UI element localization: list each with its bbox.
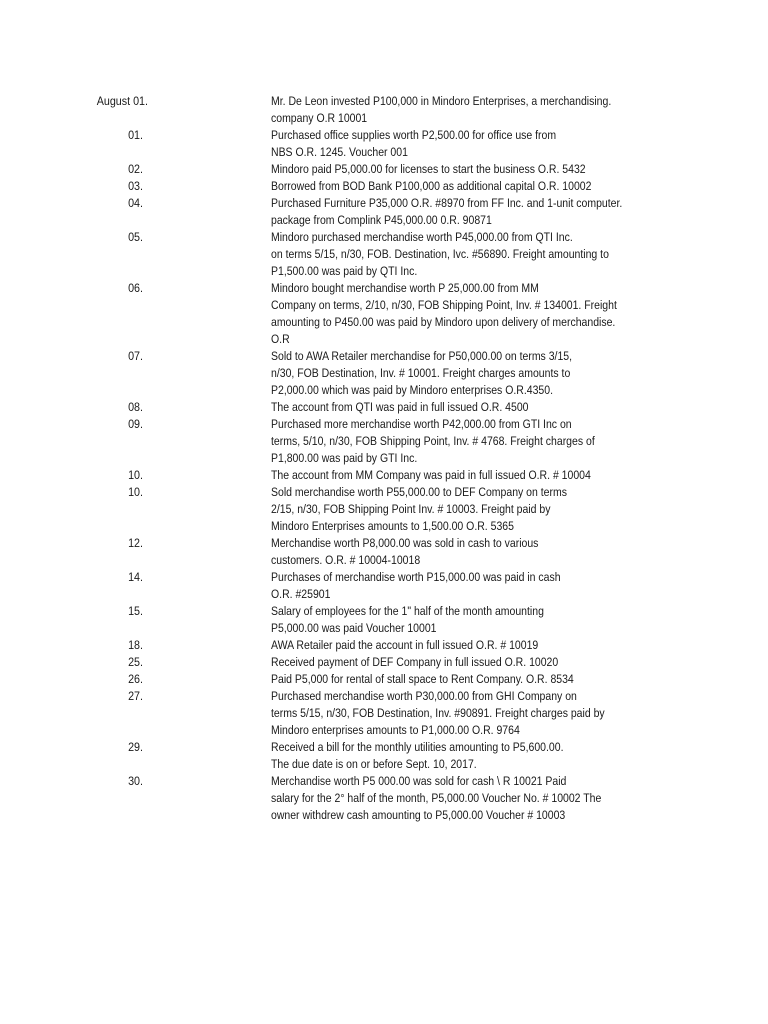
description-line: Purchased office supplies worth P2,500.00 for office use from: [271, 128, 557, 142]
transaction-description: [271, 416, 741, 467]
transaction-entry: [0, 637, 768, 654]
transaction-entry: [0, 399, 768, 416]
description-line: Salary of employees for the 1" half of the month amounting: [271, 604, 544, 618]
transaction-date: 14.: [128, 570, 143, 584]
description-line: terms 5/15, n/30, FOB Destination, Inv. #90891. Freight charges paid by: [271, 706, 605, 720]
transaction-description: [271, 467, 741, 484]
transaction-description: [271, 348, 741, 399]
description-line: Mindoro enterprises amounts to P1,000.00 O.R. 9764: [271, 723, 520, 737]
description-line: AWA Retailer paid the account in full issued O.R. # 10019: [271, 638, 539, 652]
transaction-date: 08.: [128, 400, 143, 414]
description-line: O.R: [271, 332, 290, 346]
transaction-description: [271, 161, 741, 178]
description-line: Merchandise worth P5 000.00 was sold for cash \ R 10021 Paid: [271, 774, 567, 788]
transaction-description: [271, 739, 741, 773]
transaction-description: [271, 654, 741, 671]
description-line: amounting to P450.00 was paid by Mindoro upon delivery of merchandise.: [271, 315, 616, 329]
description-line: The due date is on or before Sept. 10, 2017.: [271, 757, 477, 771]
transaction-date: 05.: [128, 230, 143, 244]
description-line: Sold merchandise worth P55,000.00 to DEF Company on terms: [271, 485, 567, 499]
description-line: Mindoro paid P5,000.00 for licenses to start the business O.R. 5432: [271, 162, 586, 176]
transaction-entry: [0, 127, 768, 161]
description-line: 2/15, n/30, FOB Shipping Point Inv. # 10003. Freight paid by: [271, 502, 551, 516]
description-line: Mindoro bought merchandise worth P 25,000.00 from MM: [271, 281, 539, 295]
transaction-entry: [0, 671, 768, 688]
transaction-entry: [0, 348, 768, 399]
transaction-entry: [0, 739, 768, 773]
description-line: Purchased more merchandise worth P42,000.00 from GTI Inc on: [271, 417, 572, 431]
transaction-description: [271, 569, 741, 603]
transaction-entry: [0, 654, 768, 671]
description-line: P1,500.00 was paid by QTI Inc.: [271, 264, 418, 278]
description-line: Sold to AWA Retailer merchandise for P50,000.00 on terms 3/15,: [271, 349, 573, 363]
transaction-entry: [0, 688, 768, 739]
transaction-description: [271, 195, 741, 229]
transaction-entry: [0, 178, 768, 195]
transaction-date: 18.: [128, 638, 143, 652]
description-line: customers. O.R. # 10004-10018: [271, 553, 421, 567]
transaction-entry: [0, 416, 768, 467]
transaction-date: 09.: [128, 417, 143, 431]
description-line: Company on terms, 2/10, n/30, FOB Shipping Point, Inv. # 134001. Freight: [271, 298, 617, 312]
transaction-entry: [0, 535, 768, 569]
description-line: Borrowed from BOD Bank P100,000 as additional capital O.R. 10002: [271, 179, 592, 193]
description-line: company O.R 10001: [271, 111, 368, 125]
description-line: Mr. De Leon invested P100,000 in Mindoro Enterprises, a merchandising.: [271, 94, 612, 108]
transaction-entry: [0, 195, 768, 229]
transaction-description: [271, 93, 741, 127]
transaction-date: 26.: [128, 672, 143, 686]
transaction-date: 03.: [128, 179, 143, 193]
description-line: The account from QTI was paid in full issued O.R. 4500: [271, 400, 529, 414]
transaction-description: [271, 637, 741, 654]
transaction-date: 25.: [128, 655, 143, 669]
transaction-date: 10.: [128, 485, 143, 499]
description-line: package from Complink P45,000.00 0.R. 90871: [271, 213, 492, 227]
transaction-description: [271, 127, 741, 161]
transaction-entry: [0, 161, 768, 178]
transaction-description: [271, 603, 741, 637]
transaction-date: 07.: [128, 349, 143, 363]
transaction-entry: [0, 603, 768, 637]
transaction-entry: [0, 93, 768, 127]
description-line: terms, 5/10, n/30, FOB Shipping Point, Inv. # 4768. Freight charges of: [271, 434, 595, 448]
description-line: O.R. #25901: [271, 587, 331, 601]
description-line: owner withdrew cash amounting to P5,000.00 Voucher # 10003: [271, 808, 566, 822]
transaction-date: 10.: [128, 468, 143, 482]
transaction-date: 27.: [128, 689, 143, 703]
description-line: Purchased merchandise worth P30,000.00 from GHI Company on: [271, 689, 577, 703]
transaction-list: [0, 93, 768, 824]
description-line: n/30, FOB Destination, Inv. # 10001. Freight charges amounts to: [271, 366, 571, 380]
transaction-entry: [0, 280, 768, 348]
transaction-description: [271, 484, 741, 535]
transaction-date: 12.: [128, 536, 143, 550]
transaction-description: [271, 280, 741, 348]
transaction-description: [271, 773, 741, 824]
description-line: P5,000.00 was paid Voucher 10001: [271, 621, 437, 635]
description-line: Mindoro purchased merchandise worth P45,000.00 from QTI Inc.: [271, 230, 573, 244]
transaction-date: 29.: [128, 740, 143, 754]
description-line: Mindoro Enterprises amounts to 1,500.00 O.R. 5365: [271, 519, 514, 533]
transaction-description: [271, 229, 741, 280]
description-line: on terms 5/15, n/30, FOB. Destination, Ivc. #56890. Freight amounting to: [271, 247, 609, 261]
transaction-entry: [0, 569, 768, 603]
transaction-entry: [0, 484, 768, 535]
description-line: P1,800.00 was paid by GTI Inc.: [271, 451, 418, 465]
transaction-date: 02.: [128, 162, 143, 176]
transaction-entry: [0, 229, 768, 280]
transaction-description: [271, 688, 741, 739]
transaction-description: [271, 535, 741, 569]
transaction-entry: [0, 467, 768, 484]
description-line: salary for the 2° half of the month, P5,000.00 Voucher No. # 10002 The: [271, 791, 602, 805]
transaction-date: 01.: [128, 128, 143, 142]
description-line: Merchandise worth P8,000.00 was sold in cash to various: [271, 536, 539, 550]
description-line: Purchased Furniture P35,000 O.R. #8970 from FF Inc. and 1-unit computer.: [271, 196, 623, 210]
transaction-date: August 01.: [96, 94, 148, 108]
description-line: Purchases of merchandise worth P15,000.00 was paid in cash: [271, 570, 561, 584]
transaction-description: [271, 399, 741, 416]
description-line: Received payment of DEF Company in full issued O.R. 10020: [271, 655, 559, 669]
description-line: NBS O.R. 1245. Voucher 001: [271, 145, 408, 159]
transaction-description: [271, 178, 741, 195]
description-line: Received a bill for the monthly utilities amounting to P5,600.00.: [271, 740, 564, 754]
transaction-date: 06.: [128, 281, 143, 295]
transaction-date: 30.: [128, 774, 143, 788]
transaction-date: 04.: [128, 196, 143, 210]
transaction-description: [271, 671, 741, 688]
transaction-entry: [0, 773, 768, 824]
description-line: Paid P5,000 for rental of stall space to Rent Company. O.R. 8534: [271, 672, 574, 686]
description-line: The account from MM Company was paid in full issued O.R. # 10004: [271, 468, 591, 482]
description-line: P2,000.00 which was paid by Mindoro enterprises O.R.4350.: [271, 383, 553, 397]
transaction-date: 15.: [128, 604, 143, 618]
